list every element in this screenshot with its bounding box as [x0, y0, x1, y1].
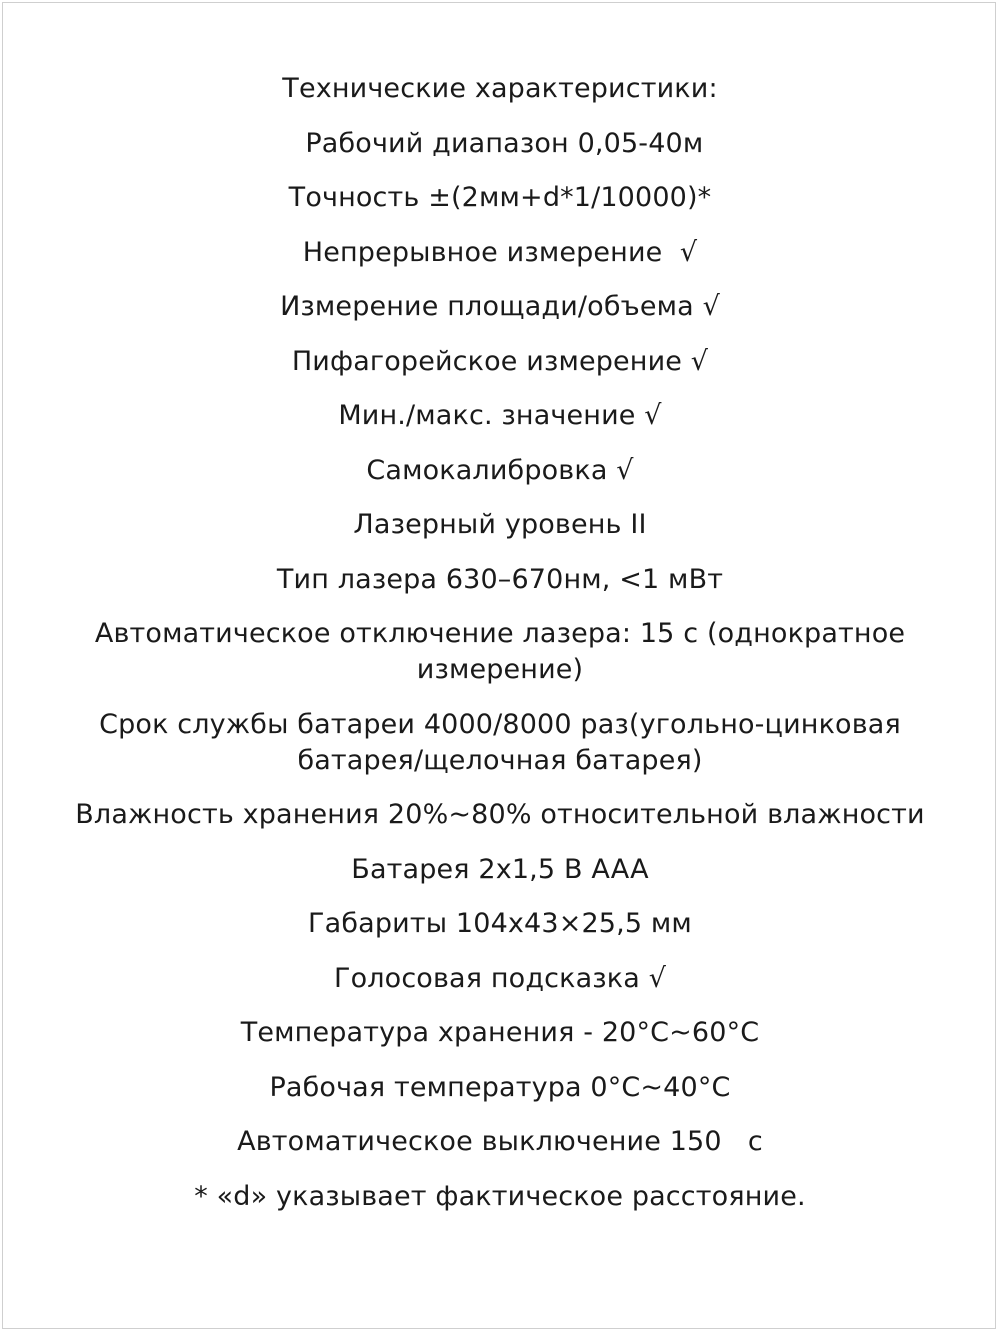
spec-footnote: * «d» указывает фактическое расстояние.: [194, 1180, 806, 1212]
spec-min-max: Мин./макс. значение √: [338, 400, 662, 431]
spec-operating-temperature: Рабочая температура 0°C~40°C: [269, 1071, 731, 1103]
spec-dimensions: Габариты 104x43×25,5 мм: [308, 908, 692, 939]
spec-storage-temperature: Температура хранения - 20°C~60°C: [240, 1017, 760, 1048]
spec-title: Технические характеристики:: [282, 73, 718, 104]
spec-accuracy: Точность ±(2мм+d*1/10000)*: [288, 182, 712, 213]
spec-laser-type: Тип лазера 630–670нм, <1 мВт: [276, 563, 724, 595]
spec-auto-power-off: Автоматическое выключение 150 с: [237, 1126, 763, 1157]
spec-voice-prompt: Голосовая подсказка √: [333, 962, 667, 994]
spec-self-calibration: Самокалибровка √: [366, 454, 634, 486]
spec-storage-humidity: Влажность хранения 20%~80% относительной влажности: [75, 799, 925, 830]
spec-laser-auto-off: Автоматическое отключение лазера: 15 с (однократное измерение): [94, 618, 906, 685]
spec-pythagorean: Пифагорейское измерение √: [291, 345, 709, 377]
spec-laser-class: Лазерный уровень II: [353, 509, 647, 540]
spec-list: [0, 71, 1000, 1233]
spec-area-volume: Измерение площади/объема √: [280, 291, 720, 322]
spec-working-range: Рабочий диапазон 0,05-40м: [296, 127, 704, 159]
spec-battery: Батарея 2x1,5 В AAA: [351, 853, 649, 885]
spec-battery-life: Срок службы батареи 4000/8000 раз(угольно-цинковая батарея/щелочная батарея): [99, 708, 901, 776]
spec-continuous-measurement: Непрерывное измерение √: [302, 236, 698, 268]
